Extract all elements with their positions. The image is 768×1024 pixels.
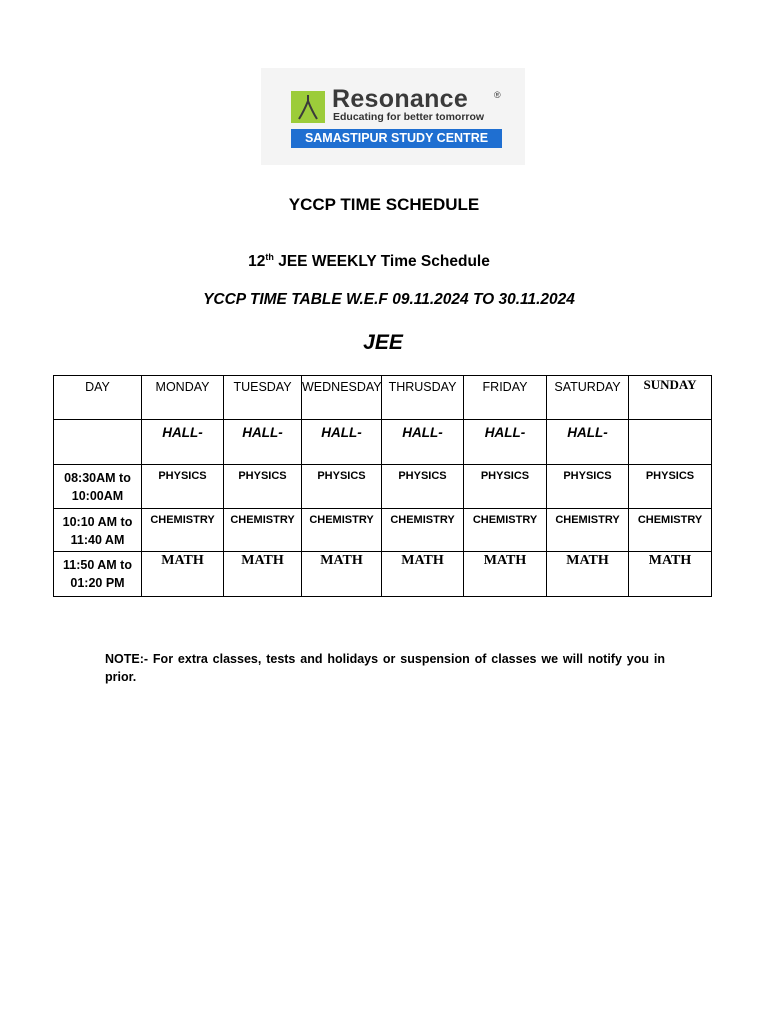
hall-cell: HALL- (547, 420, 629, 465)
time-cell: 10:10 AM to 11:40 AM (54, 509, 142, 552)
subject-cell: MATH (142, 552, 224, 597)
subject-cell: CHEMISTRY (382, 509, 464, 552)
schedule-table (53, 375, 712, 597)
subject-cell: PHYSICS (142, 465, 224, 509)
hall-cell: HALL- (224, 420, 302, 465)
subject-cell: CHEMISTRY (224, 509, 302, 552)
table-row (54, 509, 712, 552)
subject-cell: MATH (464, 552, 547, 597)
header-cell: FRIDAY (464, 376, 547, 420)
subject-cell: MATH (302, 552, 382, 597)
subject-cell: MATH (629, 552, 712, 597)
table-row (54, 465, 712, 509)
resonance-logo (261, 68, 525, 165)
header-cell: TUESDAY (224, 376, 302, 420)
subject-cell: PHYSICS (382, 465, 464, 509)
subject-cell: PHYSICS (224, 465, 302, 509)
subject-cell: PHYSICS (629, 465, 712, 509)
subject-cell: CHEMISTRY (302, 509, 382, 552)
time-cell: 11:50 AM to 01:20 PM (54, 552, 142, 597)
subject-cell: CHEMISTRY (142, 509, 224, 552)
header-cell: WEDNESDAY (302, 376, 382, 420)
subtitle-suffix: th (265, 252, 274, 262)
subject-cell: MATH (547, 552, 629, 597)
subject-cell: MATH (224, 552, 302, 597)
resonance-mark-icon (291, 91, 325, 123)
logo-tagline: Educating for better tomorrow (333, 111, 485, 123)
header-cell: SATURDAY (547, 376, 629, 420)
table-row (54, 552, 712, 597)
hall-cell (629, 420, 712, 465)
subject-cell: CHEMISTRY (547, 509, 629, 552)
subject-cell: CHEMISTRY (464, 509, 547, 552)
hall-cell (54, 420, 142, 465)
time-cell: 08:30AM to 10:00AM (54, 465, 142, 509)
section-title: JEE (363, 331, 403, 354)
subject-cell: CHEMISTRY (629, 509, 712, 552)
note-text: NOTE:- For extra classes, tests and holidays or suspension of classes we will notify you in prior. (105, 652, 665, 684)
header-cell: MONDAY (142, 376, 224, 420)
hall-cell: HALL- (464, 420, 547, 465)
validity-line: YCCP TIME TABLE W.E.F 09.11.2024 TO 30.11.2024 (203, 291, 575, 308)
logo-name: Resonance (332, 85, 469, 113)
hall-cell: HALL- (142, 420, 224, 465)
header-cell: THRUSDAY (382, 376, 464, 420)
registered-mark: ® (494, 90, 501, 100)
weekly-subtitle (0, 252, 738, 271)
hall-cell: HALL- (382, 420, 464, 465)
subject-cell: MATH (382, 552, 464, 597)
subject-cell: PHYSICS (302, 465, 382, 509)
page-title: YCCP TIME SCHEDULE (288, 195, 480, 214)
header-row (54, 376, 712, 420)
subject-cell: PHYSICS (464, 465, 547, 509)
subject-cell: PHYSICS (547, 465, 629, 509)
header-cell: DAY (54, 376, 142, 420)
hall-cell: HALL- (302, 420, 382, 465)
subtitle-class: 12 (248, 253, 266, 271)
subtitle-text: JEE WEEKLY Time Schedule (273, 253, 490, 271)
centre-band: SAMASTIPUR STUDY CENTRE (291, 129, 502, 148)
hall-row (54, 420, 712, 465)
header-cell: SUNDAY (629, 376, 712, 420)
